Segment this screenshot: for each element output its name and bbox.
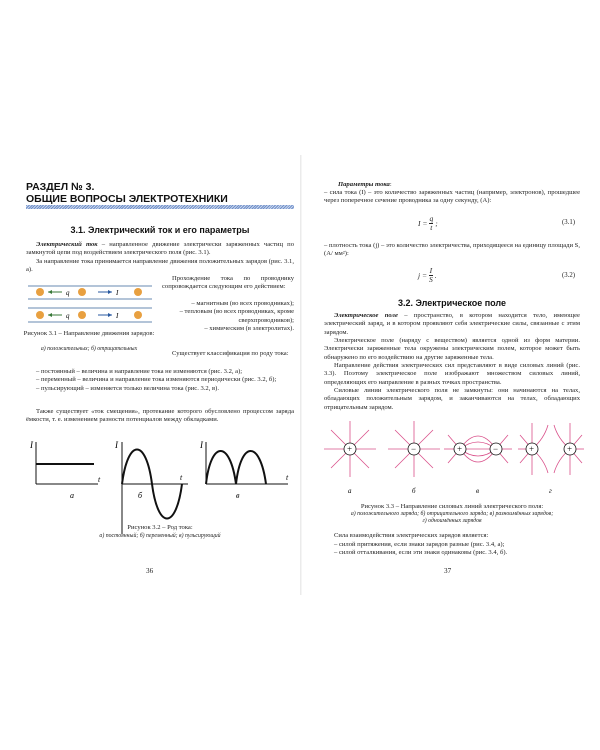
svg-text:I: I [30,440,33,450]
fig32-label-a: а [70,491,74,500]
types-list: – постоянный – величина и направление тока не изменяются (рис. 3.2, а); – переменный – величина и направление тока изменяются периодически (рис. 3.2, б); – пульсирующий – изменяется только величина тока (рис. 3.2, в). [36,368,277,392]
fig31-i-label: I [116,289,119,297]
heading-3-1: 3.1. Электрический ток и его параметры [70,225,250,235]
page-number-right: 37 [444,567,452,575]
density-definition: – плотность тока (j) – это количество электричества, приходящееся на единицу площади S, (А/ мм²): [324,242,580,258]
svg-text:I: I [200,440,203,450]
svg-text:I: I [115,440,118,450]
svg-text:−: − [411,444,417,454]
svg-text:+: + [567,444,573,454]
figure-3-3 [318,417,588,497]
equation-3-1-number: (3.1) [562,219,576,226]
svg-text:+: + [529,444,535,454]
fig31-row-a [28,286,152,299]
page-right [304,155,596,595]
svg-text:q: q [66,312,70,320]
side-intro: Прохождение тока по проводнику сопровождается следующим его действием: [162,275,294,291]
field-paragraph-2: Электрическое поле (наряду с веществом) является одной из форм материи. Электрически заряженные тела окружены электрическим полем, которое может быть обнаружено по его воздействию на другие заряженные тела. [324,337,580,361]
fig33-subcaption-2: г) одноимённых зарядов [422,518,482,524]
charge-plus [36,288,44,296]
svg-text:+: + [347,444,353,454]
fig33-caption: Рисунок 3.3 – Направление силовых линий электрического поля: [360,503,544,510]
interaction-item-2: – силой отталкивания, если эти знаки одинаковы (рис. 3.4, б). [334,549,508,556]
fig31-caption: Рисунок 3.1 – Направление движения зарядов: [23,330,155,337]
fig31-subcaption: а) положительных; б) отрицательных [40,346,138,352]
fig33-c-opposite [444,435,512,463]
fig33-d-like [518,423,584,475]
equation-3-2-number: (3.2) [562,272,576,279]
charge-minus [36,311,44,319]
svg-text:I: I [116,312,119,320]
fig32-caption: Рисунок 3.2 – Род тока: [127,524,193,531]
equation-3-1: I = q t ; [418,214,438,232]
book-spread [6,155,594,595]
field-paragraph-4: Силовые линии электрического поля не замкнуты: они начинаются на телах, обладающих положительным зарядом, и заканчиваются на телах, обладающих отрицательным зарядом. [324,387,580,411]
fig32-c-pulsating [199,440,289,500]
field-definition: Электрическое поле – пространство, в котором находится тело, имеющее электрический заряд, и в котором проявляют себя электрические силы, связанные с этим зарядом. [324,312,580,336]
section-rule [26,205,294,209]
fig31-q-label: q [66,289,70,297]
equation-3-2: j = I S . [418,266,437,284]
svg-text:t: t [286,473,289,482]
fig32-b-alternating [114,440,188,534]
figure-3-2 [30,438,294,538]
section-title: РАЗДЕЛ № 3. ОБЩИЕ ВОПРОСЫ ЭЛЕКТРОТЕХНИКИ [26,181,228,205]
interaction-intro: Сила взаимодействия электрических зарядов является: [334,532,489,539]
fig32-subcaption: а) постоянный; б) переменный; в) пульсирующий [99,533,221,539]
params-heading: Параметры тока: [338,181,392,188]
svg-text:+: + [457,444,463,454]
fig32-label-c: в [236,491,240,500]
current-definition: – сила тока (I) – это количество заряженных частиц (например, электронов), прошедшее через поперечное сечение проводника за одну секунду, (А): [324,189,580,205]
gutter [300,155,302,595]
field-paragraph-3: Направление действия электрических сил представляют в виде силовых линий (рис. 3.3). Поэтому электрическое поле изображают множеством силовых линий, определяющих его направление в разных точках пространства. [324,362,580,386]
fig33-label-d: г [549,487,552,495]
fig33-label-a: а [348,487,352,495]
page-number-left: 36 [146,567,154,575]
fig31-row-b [28,308,152,322]
direction-paragraph: За направление тока принимается направление движения положительных зарядов (рис. 3.1, а). [26,258,294,274]
svg-text:t: t [98,475,101,484]
types-intro: Существует классификация по роду тока: [172,350,289,357]
fig33-label-c: в [476,487,480,495]
fig33-b-negative [388,421,440,477]
interaction-item-1: – силой притяжения, если знаки зарядов разные (рис. 3.4, а); [334,541,505,548]
def-paragraph: Электрический ток – направленное движение электрически заряженных частиц по замкнутой цепи под воздействием электрического поля (рис. 3.1). [26,241,295,257]
svg-text:−: − [493,444,499,454]
heading-3-2: 3.2. Электрическое поле [397,298,507,308]
page-left [6,155,298,595]
side-list: – магнитным (во всех проводниках); – тепловым (во всех проводниках, кроме сверхпроводников); – химическим (в электролитах). [179,300,294,332]
fig33-a-positive [324,421,376,477]
fig32-a-constant [30,440,101,500]
figure-3-1 [28,282,152,326]
displacement-paragraph: Также существует «ток смещения», протекание которого обусловлено процессом заряда ёмкости, т. е. изменением разности потенциалов между обкладками. [26,408,294,424]
svg-text:t: t [180,473,183,482]
fig33-subcaption-1: а) положительного заряда; б) отрицательного заряда; в) разноимённых зарядов; [350,511,554,517]
fig32-label-b: б [138,491,143,500]
fig33-label-b: б [412,487,416,495]
